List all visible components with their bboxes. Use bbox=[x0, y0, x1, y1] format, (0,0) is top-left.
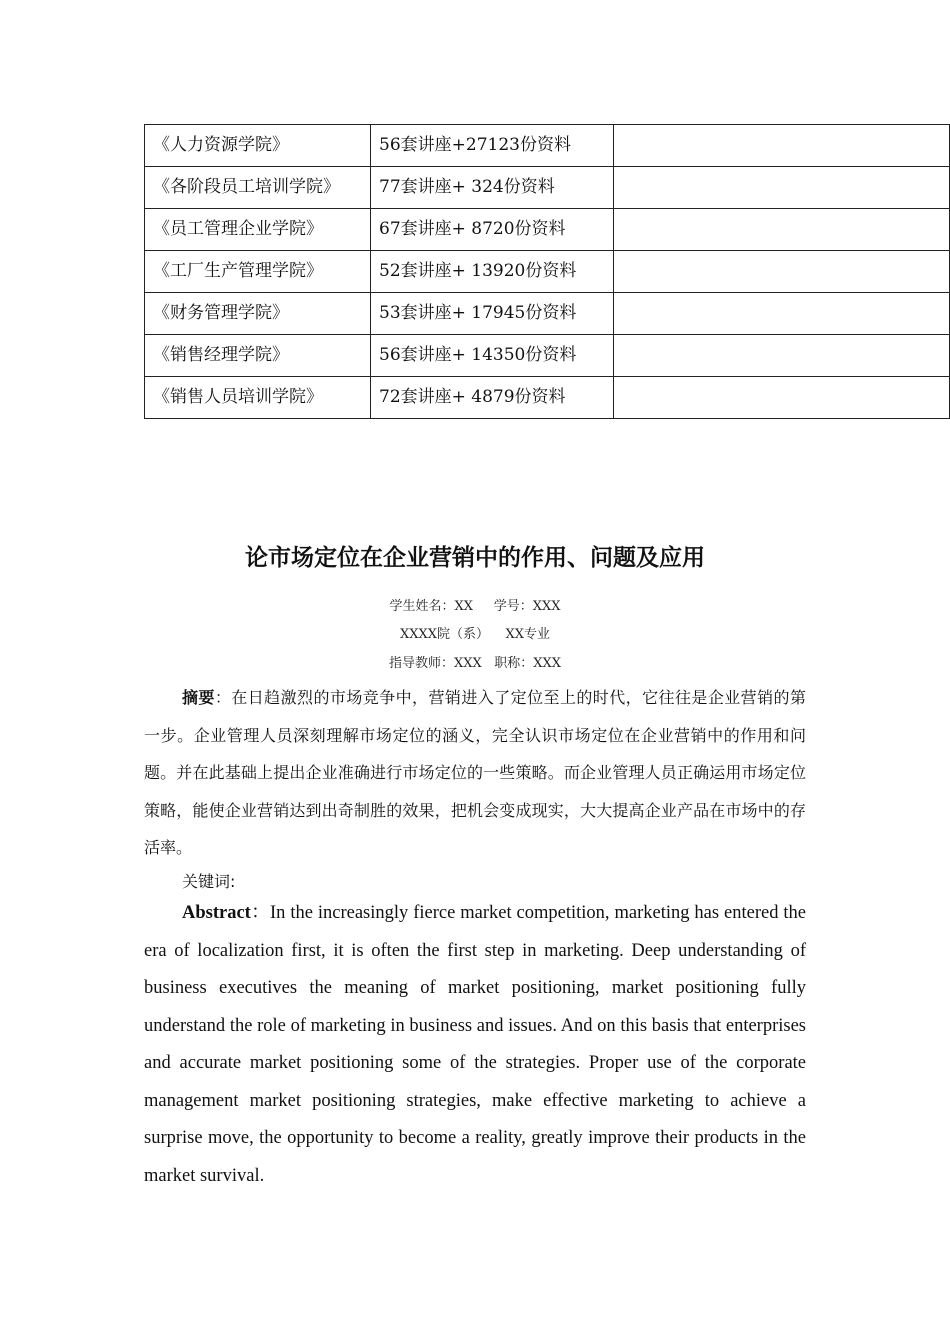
college-content-cell: 52套讲座+ 13920份资料 bbox=[371, 251, 614, 293]
abstract-cn-label: 摘要 bbox=[182, 688, 215, 707]
abstract-en-text: ：In the increasingly fierce market competition, marketing has entered the era of localization first, it is often the first step in marketing. Deep understanding of business executives the meaning of market positioning, market positioning fully understand the role of marketing in business and issues. And on this basis that enterprises and accurate market positioning some of the strategies. Proper use of the corporate management market positioning strategies, make effective marketing to achieve a surprise move, the opportunity to become a reality, greatly improve their products in the market survival. bbox=[144, 903, 806, 1186]
college-name-cell: 《员工管理企业学院》 bbox=[145, 209, 371, 251]
college-name-cell: 《销售经理学院》 bbox=[145, 335, 371, 377]
college-note-cell bbox=[614, 335, 950, 377]
abstract-cn-text: ：在日趋激烈的市场竞争中，营销进入了定位至上的时代，它往往是企业营销的第一步。企业管理人员深刻理解市场定位的涵义，完全认识市场定位在企业营销中的作用和问题。并在此基础上提出企业准确进行市场定位的一些策略。而企业管理人员正确运用市场定位策略，能使企业营销达到出奇制胜的效果，把机会变成现实，大大提高企业产品在市场中的存活率。 bbox=[144, 688, 806, 857]
table-row bbox=[145, 251, 950, 293]
advisor-value: XXX bbox=[454, 656, 482, 671]
student-info-line bbox=[144, 597, 806, 617]
college-info-line bbox=[144, 625, 806, 645]
major-value: XX专业 bbox=[505, 627, 551, 642]
college-note-cell bbox=[614, 293, 950, 335]
abstract-en bbox=[144, 895, 806, 1195]
college-name-cell: 《人力资源学院》 bbox=[145, 125, 371, 167]
table-row bbox=[145, 335, 950, 377]
advisor-info-line bbox=[144, 654, 806, 674]
college-content-cell: 56套讲座+ 14350份资料 bbox=[371, 335, 614, 377]
student-id-value: XXX bbox=[532, 599, 561, 614]
title-rank-value: XXX bbox=[533, 656, 561, 671]
college-content-cell: 67套讲座+ 8720份资料 bbox=[371, 209, 614, 251]
catalog-table bbox=[144, 124, 950, 419]
advisor-label: 指导教师： bbox=[389, 656, 455, 671]
college-content-cell: 77套讲座+ 324份资料 bbox=[371, 167, 614, 209]
table-row bbox=[145, 377, 950, 419]
student-name-value: XX bbox=[454, 599, 474, 614]
college-name-cell: 《各阶段员工培训学院》 bbox=[145, 167, 371, 209]
paper-title: 论市场定位在企业营销中的作用、问题及应用 bbox=[245, 545, 705, 571]
keywords-label: 关键词: bbox=[182, 872, 236, 891]
college-note-cell bbox=[614, 251, 950, 293]
abstract-cn bbox=[144, 679, 806, 867]
college-name-cell: 《销售人员培训学院》 bbox=[145, 377, 371, 419]
college-value: XXXX院（系） bbox=[399, 627, 489, 642]
college-note-cell bbox=[614, 377, 950, 419]
college-content-cell: 56套讲座+27123份资料 bbox=[371, 125, 614, 167]
table-row bbox=[145, 167, 950, 209]
title-rank-label: 职称： bbox=[494, 656, 534, 671]
college-note-cell bbox=[614, 209, 950, 251]
student-id-label: 学号： bbox=[493, 599, 533, 614]
college-name-cell: 《财务管理学院》 bbox=[145, 293, 371, 335]
student-name-label: 学生姓名： bbox=[389, 599, 455, 614]
abstract-en-label: Abstract bbox=[182, 903, 251, 923]
college-note-cell bbox=[614, 125, 950, 167]
college-content-cell: 72套讲座+ 4879份资料 bbox=[371, 377, 614, 419]
college-content-cell: 53套讲座+ 17945份资料 bbox=[371, 293, 614, 335]
table-row bbox=[145, 125, 950, 167]
college-note-cell bbox=[614, 167, 950, 209]
table-row bbox=[145, 293, 950, 335]
college-name-cell: 《工厂生产管理学院》 bbox=[145, 251, 371, 293]
table-row bbox=[145, 209, 950, 251]
